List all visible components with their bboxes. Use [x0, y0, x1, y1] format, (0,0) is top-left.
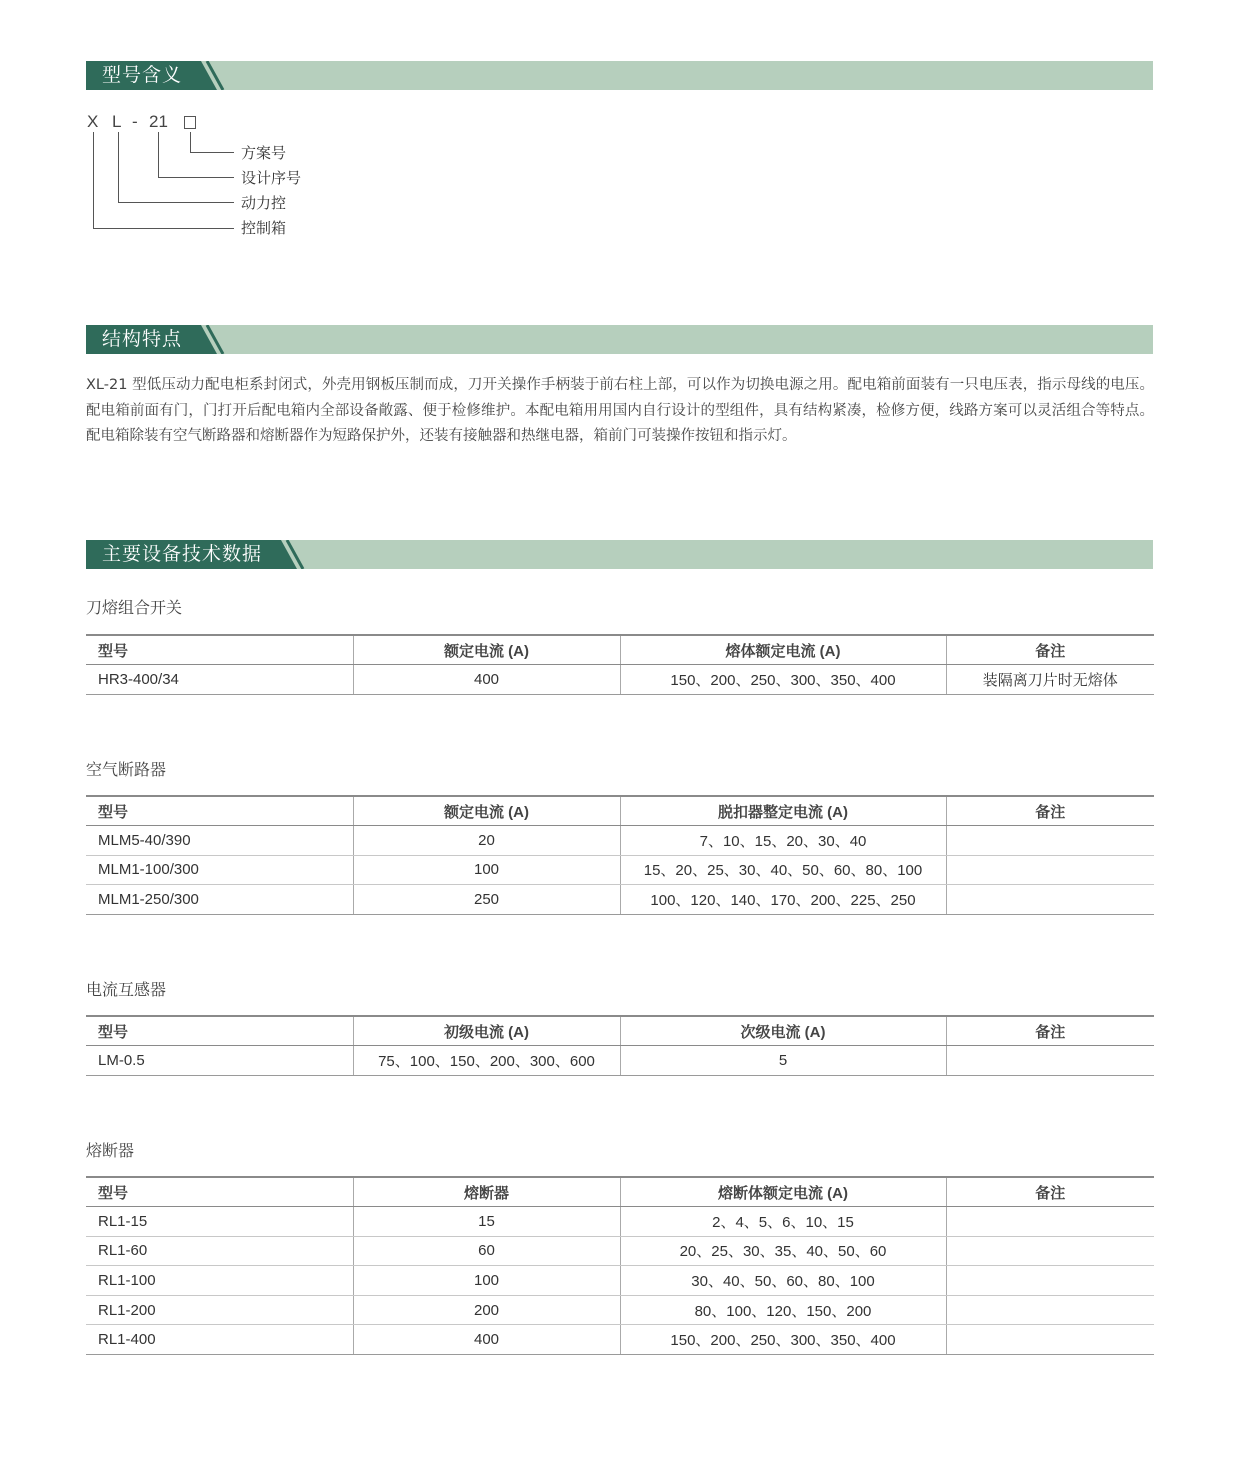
table-current-transformer: [86, 1015, 1154, 1076]
table-cell: 100、120、140、170、200、225、250: [620, 885, 946, 915]
table-row: [86, 665, 1154, 695]
table-cell: RL1-15: [86, 1207, 353, 1237]
connector-line: [190, 152, 234, 153]
connector-line: [158, 132, 159, 178]
table-cell: 250: [353, 885, 620, 915]
table-cell: 装隔离刀片时无熔体: [946, 665, 1154, 695]
table-cell: 15: [353, 1207, 620, 1237]
table-cell: 20、25、30、35、40、50、60: [620, 1236, 946, 1266]
table-cell: [946, 826, 1154, 856]
connector-line: [118, 202, 234, 203]
section-bar: [86, 325, 1153, 354]
section-header-main-data: [86, 540, 1153, 569]
table-cell: [946, 1236, 1154, 1266]
table-cell: 400: [353, 665, 620, 695]
table-header-cell: 备注: [946, 1177, 1154, 1207]
section-header-structure: [86, 325, 1153, 354]
table-cell: [946, 885, 1154, 915]
table-header-cell: 次级电流 (A): [620, 1016, 946, 1046]
table-cell: 150、200、250、300、350、400: [620, 665, 946, 695]
table-header-cell: 熔断器: [353, 1177, 620, 1207]
table-knife-fuse-switch: [86, 634, 1154, 695]
table-cell: 2、4、5、6、10、15: [620, 1207, 946, 1237]
table-cell: MLM1-100/300: [86, 855, 353, 885]
table-fuse: [86, 1176, 1154, 1355]
table-cell: 100: [353, 855, 620, 885]
table-cell: 100: [353, 1266, 620, 1296]
table-cell: HR3-400/34: [86, 665, 353, 695]
table-header-cell: 额定电流 (A): [353, 796, 620, 826]
table-cell: [946, 1046, 1154, 1076]
table-title-fuse: 熔断器: [86, 1141, 135, 1160]
section-bar: [86, 61, 1153, 90]
table-cell: 15、20、25、30、40、50、60、80、100: [620, 855, 946, 885]
table-cell: [946, 1207, 1154, 1237]
table-header-cell: 脱扣器整定电流 (A): [620, 796, 946, 826]
table-cell: MLM1-250/300: [86, 885, 353, 915]
table-header-cell: 型号: [86, 1177, 353, 1207]
table-cell: [946, 1325, 1154, 1355]
table-title-air-breaker: 空气断路器: [86, 760, 167, 779]
table-row: [86, 1295, 1154, 1325]
table-header-cell: 熔断体额定电流 (A): [620, 1177, 946, 1207]
section-header-model-meaning: [86, 61, 1153, 90]
table-cell: MLM5-40/390: [86, 826, 353, 856]
table-cell: [946, 1266, 1154, 1296]
code-char-x: X: [87, 112, 99, 131]
connector-line: [190, 132, 191, 153]
code-label-control-box: 控制箱: [241, 219, 287, 237]
code-char-l: L: [112, 112, 122, 131]
table-cell: RL1-200: [86, 1295, 353, 1325]
table-cell: 80、100、120、150、200: [620, 1295, 946, 1325]
table-cell: LM-0.5: [86, 1046, 353, 1076]
section-title: 型号含义: [102, 64, 183, 86]
table-cell: 60: [353, 1236, 620, 1266]
connector-line: [158, 177, 234, 178]
table-row: [86, 1266, 1154, 1296]
code-char-dash: -: [132, 112, 138, 131]
section-title: 结构特点: [102, 328, 183, 350]
model-code-diagram: [86, 110, 406, 250]
table-row: [86, 885, 1154, 915]
table-header-cell: 型号: [86, 796, 353, 826]
table-cell: 7、10、15、20、30、40: [620, 826, 946, 856]
code-label-scheme: 方案号: [241, 144, 287, 162]
code-label-design-serial: 设计序号: [241, 169, 302, 187]
table-header-cell: 备注: [946, 1016, 1154, 1046]
code-label-power: 动力控: [241, 194, 287, 212]
table-cell: 30、40、50、60、80、100: [620, 1266, 946, 1296]
table-cell: RL1-400: [86, 1325, 353, 1355]
table-header-cell: 初级电流 (A): [353, 1016, 620, 1046]
connector-line: [93, 132, 94, 229]
connector-line: [93, 228, 234, 229]
table-cell: [946, 855, 1154, 885]
table-header-cell: 额定电流 (A): [353, 635, 620, 665]
code-placeholder-box: [184, 116, 196, 129]
table-row: [86, 1046, 1154, 1076]
table-header-cell: 备注: [946, 796, 1154, 826]
table-row: [86, 1236, 1154, 1266]
table-cell: 20: [353, 826, 620, 856]
table-title-knife-fuse-switch: 刀熔组合开关: [86, 598, 183, 617]
table-row: [86, 826, 1154, 856]
table-title-current-transformer: 电流互感器: [86, 980, 167, 999]
table-cell: RL1-100: [86, 1266, 353, 1296]
table-cell: [946, 1295, 1154, 1325]
table-cell: 150、200、250、300、350、400: [620, 1325, 946, 1355]
table-cell: 200: [353, 1295, 620, 1325]
table-row: [86, 1325, 1154, 1355]
table-row: [86, 855, 1154, 885]
table-cell: 400: [353, 1325, 620, 1355]
structure-description: XL-21 型低压动力配电柜系封闭式，外壳用钢板压制而成，刀开关操作手柄装于前右柱上部，可以作为切换电源之用。配电箱前面装有一只电压表，指示母线的电压。配电箱前面有门，门打开后配电箱内全部设备敞露、便于检修维护。本配电箱用用国内自行设计的型组件，具有结构紧凑，检修方便，线路方案可以灵活组合等特点。配电箱除装有空气断路器和熔断器作为短路保护外，还装有接触器和热继电器，箱前门可装操作按钮和指示灯。: [86, 377, 1154, 444]
table-cell: 5: [620, 1046, 946, 1076]
section-title: 主要设备技术数据: [102, 543, 263, 565]
table-header-cell: 型号: [86, 1016, 353, 1046]
table-row: [86, 1207, 1154, 1237]
table-cell: RL1-60: [86, 1236, 353, 1266]
table-cell: 75、100、150、200、300、600: [353, 1046, 620, 1076]
code-char-21: 21: [149, 112, 168, 131]
table-header-cell: 熔体额定电流 (A): [620, 635, 946, 665]
connector-line: [118, 132, 119, 203]
table-header-cell: 备注: [946, 635, 1154, 665]
table-air-breaker: [86, 795, 1154, 915]
table-header-cell: 型号: [86, 635, 353, 665]
